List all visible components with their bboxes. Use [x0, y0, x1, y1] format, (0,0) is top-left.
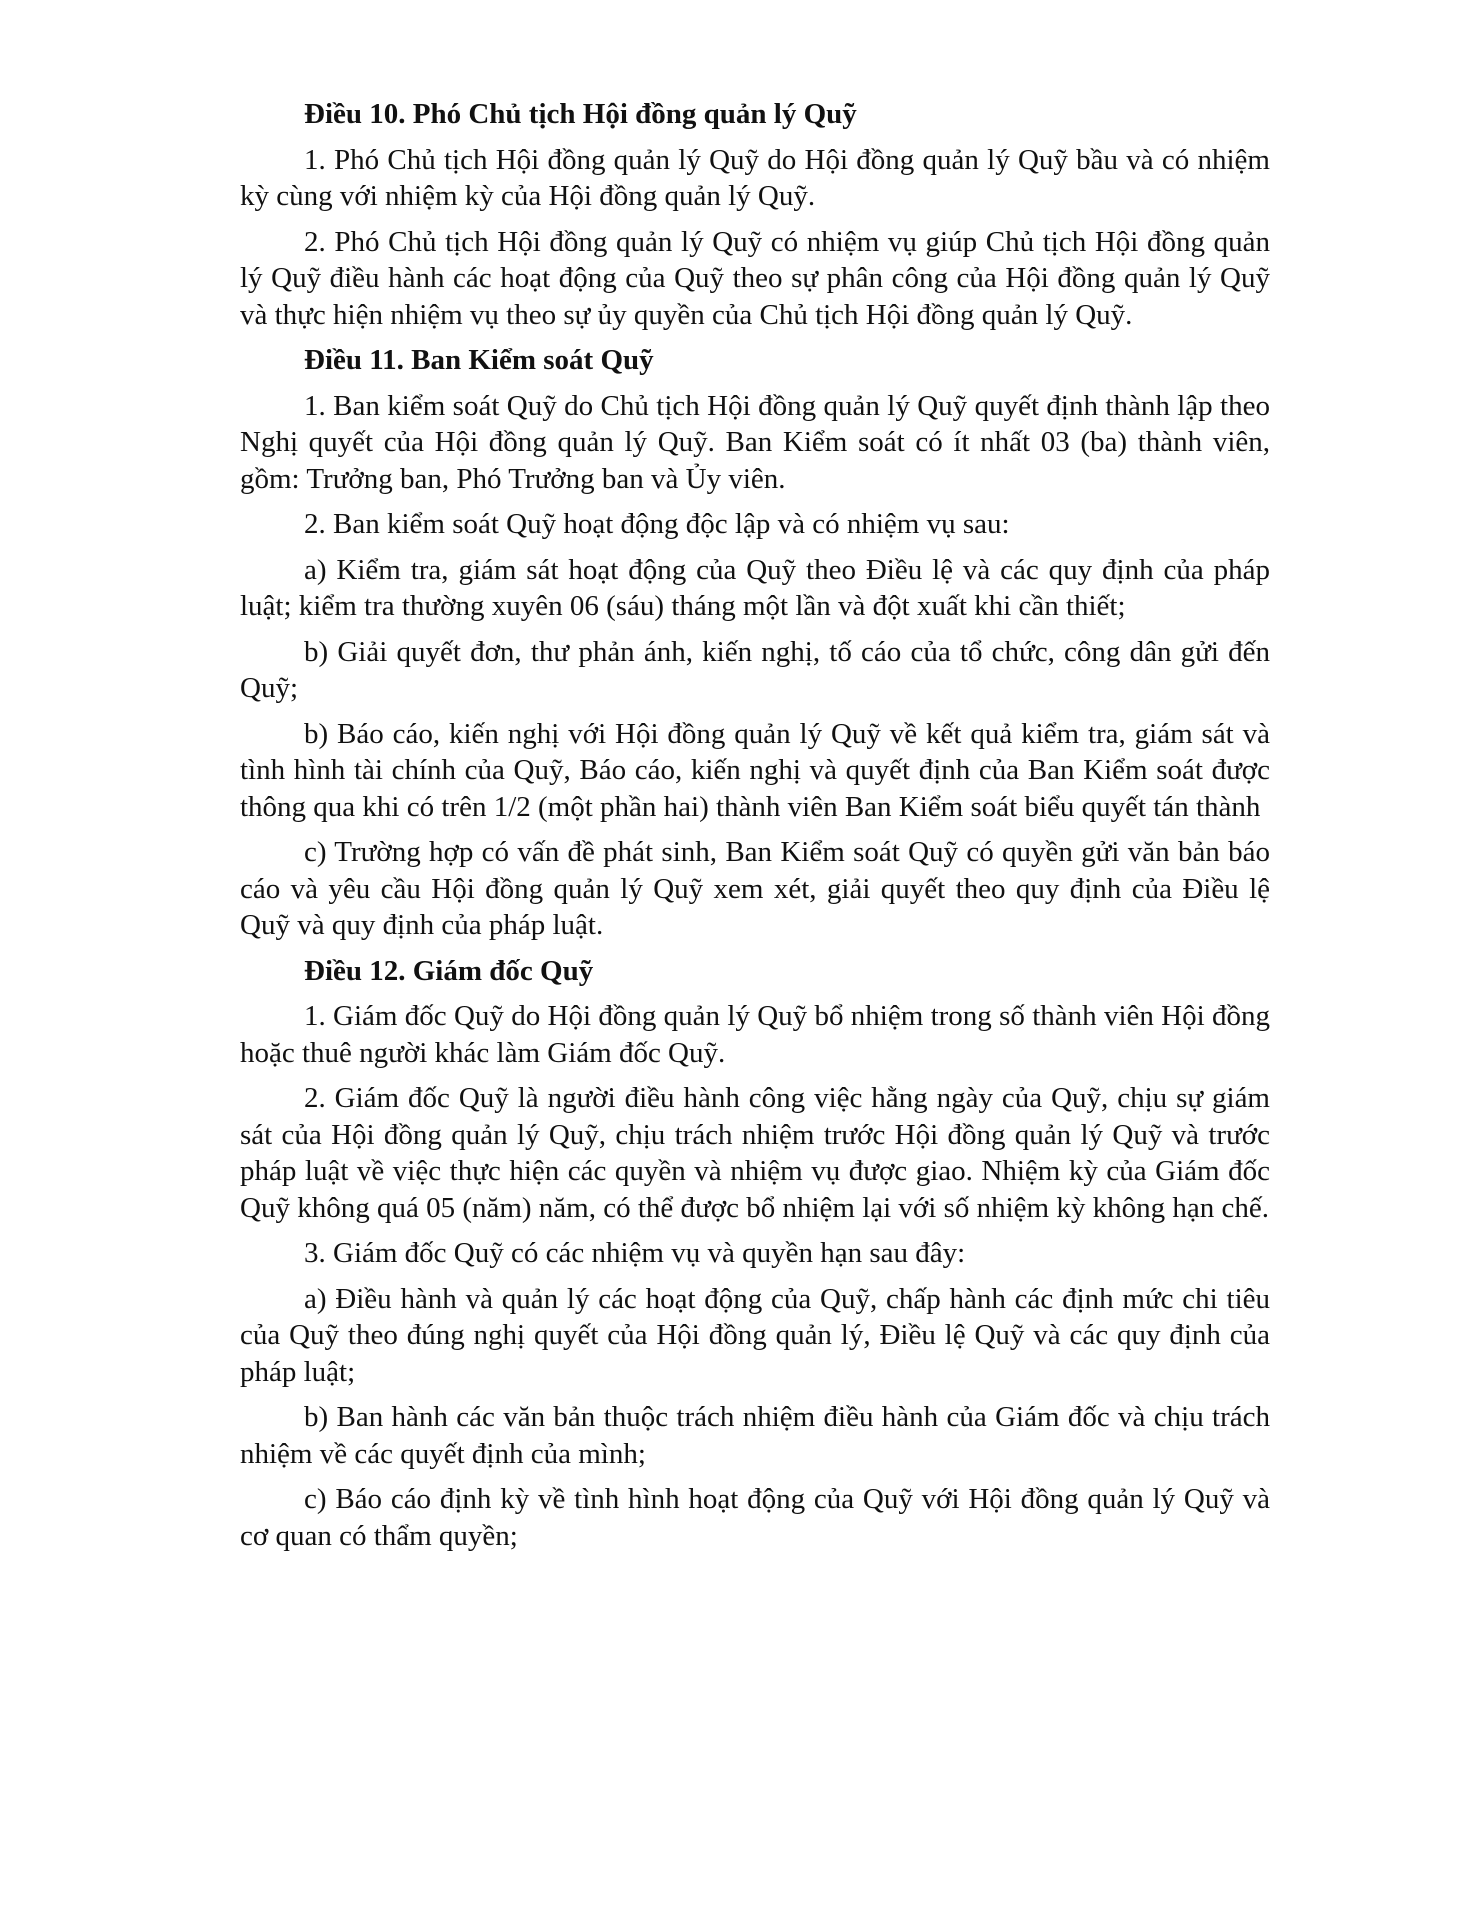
- article-12-clause-1: 1. Giám đốc Quỹ do Hội đồng quản lý Quỹ bổ nhiệm trong số thành viên Hội đồng hoặc thuê người khác làm Giám đốc Quỹ.: [240, 1000, 1270, 1069]
- article-10-clause-1: 1. Phó Chủ tịch Hội đồng quản lý Quỹ do Hội đồng quản lý Quỹ bầu và có nhiệm kỳ cùng với nhiệm kỳ của Hội đồng quản lý Quỹ.: [240, 143, 1270, 212]
- article-11-clause-1: 1. Ban kiểm soát Quỹ do Chủ tịch Hội đồng quản lý Quỹ quyết định thành lập theo Nghị quyết của Hội đồng quản lý Quỹ. Ban Kiểm soát có ít nhất 03 (ba) thành viên, gồm: Trưởng ban, Phó Trưởng ban và Ủy viên.: [240, 389, 1270, 495]
- article-11-item-b: b) Giải quyết đơn, thư phản ánh, kiến nghị, tố cáo của tổ chức, công dân gửi đến Quỹ;: [240, 635, 1270, 704]
- article-12-item-c: c) Báo cáo định kỳ về tình hình hoạt động của Quỹ với Hội đồng quản lý Quỹ và cơ quan có thẩm quyền;: [240, 1483, 1270, 1552]
- article-12-clause-3: 3. Giám đốc Quỹ có các nhiệm vụ và quyền hạn sau đây:: [304, 1237, 966, 1269]
- article-11-item-b-second: b) Báo cáo, kiến nghị với Hội đồng quản lý Quỹ về kết quả kiểm tra, giám sát và tình hình tài chính của Quỹ, Báo cáo, kiến nghị và quyết định của Ban Kiểm soát được thông qua khi có trên 1/2 (một phần hai) thành viên Ban Kiểm soát biểu quyết tán thành: [240, 717, 1270, 823]
- article-10-clause-2: 2. Phó Chủ tịch Hội đồng quản lý Quỹ có nhiệm vụ giúp Chủ tịch Hội đồng quản lý Quỹ điều hành các hoạt động của Quỹ theo sự phân công của Hội đồng quản lý Quỹ và thực hiện nhiệm vụ theo sự ủy quyền của Chủ tịch Hội đồng quản lý Quỹ.: [240, 225, 1270, 331]
- article-11-item-c: c) Trường hợp có vấn đề phát sinh, Ban Kiểm soát Quỹ có quyền gửi văn bản báo cáo và yêu cầu Hội đồng quản lý Quỹ xem xét, giải quyết theo quy định của Điều lệ Quỹ và quy định của pháp luật.: [240, 836, 1270, 941]
- article-12-heading: Điều 12. Giám đốc Quỹ: [304, 954, 594, 987]
- article-12-clause-2: 2. Giám đốc Quỹ là người điều hành công việc hằng ngày của Quỹ, chịu sự giám sát của Hội đồng quản lý Quỹ, chịu trách nhiệm trước Hội đồng quản lý Quỹ và trước pháp luật về việc thực hiện các quyền và nhiệm vụ được giao. Nhiệm kỳ của Giám đốc Quỹ không quá 05 (năm) năm, có thể được bổ nhiệm lại với số nhiệm kỳ không hạn chế.: [240, 1082, 1270, 1224]
- article-11-heading: Điều 11. Ban Kiểm soát Quỹ: [304, 344, 654, 376]
- article-12-item-a: a) Điều hành và quản lý các hoạt động của Quỹ, chấp hành các định mức chi tiêu của Quỹ theo đúng nghị quyết của Hội đồng quản lý, Điều lệ Quỹ và các quy định của pháp luật;: [240, 1282, 1270, 1388]
- article-11-clause-2: 2. Ban kiểm soát Quỹ hoạt động độc lập và có nhiệm vụ sau:: [304, 508, 1010, 540]
- article-11-item-a: a) Kiểm tra, giám sát hoạt động của Quỹ theo Điều lệ và các quy định của pháp luật; kiểm tra thường xuyên 06 (sáu) tháng một lần và đột xuất khi cần thiết;: [240, 553, 1270, 622]
- document-page: [240, 96, 1270, 1563]
- article-10-heading: Điều 10. Phó Chủ tịch Hội đồng quản lý Quỹ: [304, 98, 857, 130]
- article-12-item-b: b) Ban hành các văn bản thuộc trách nhiệm điều hành của Giám đốc và chịu trách nhiệm về các quyết định của mình;: [240, 1401, 1270, 1470]
